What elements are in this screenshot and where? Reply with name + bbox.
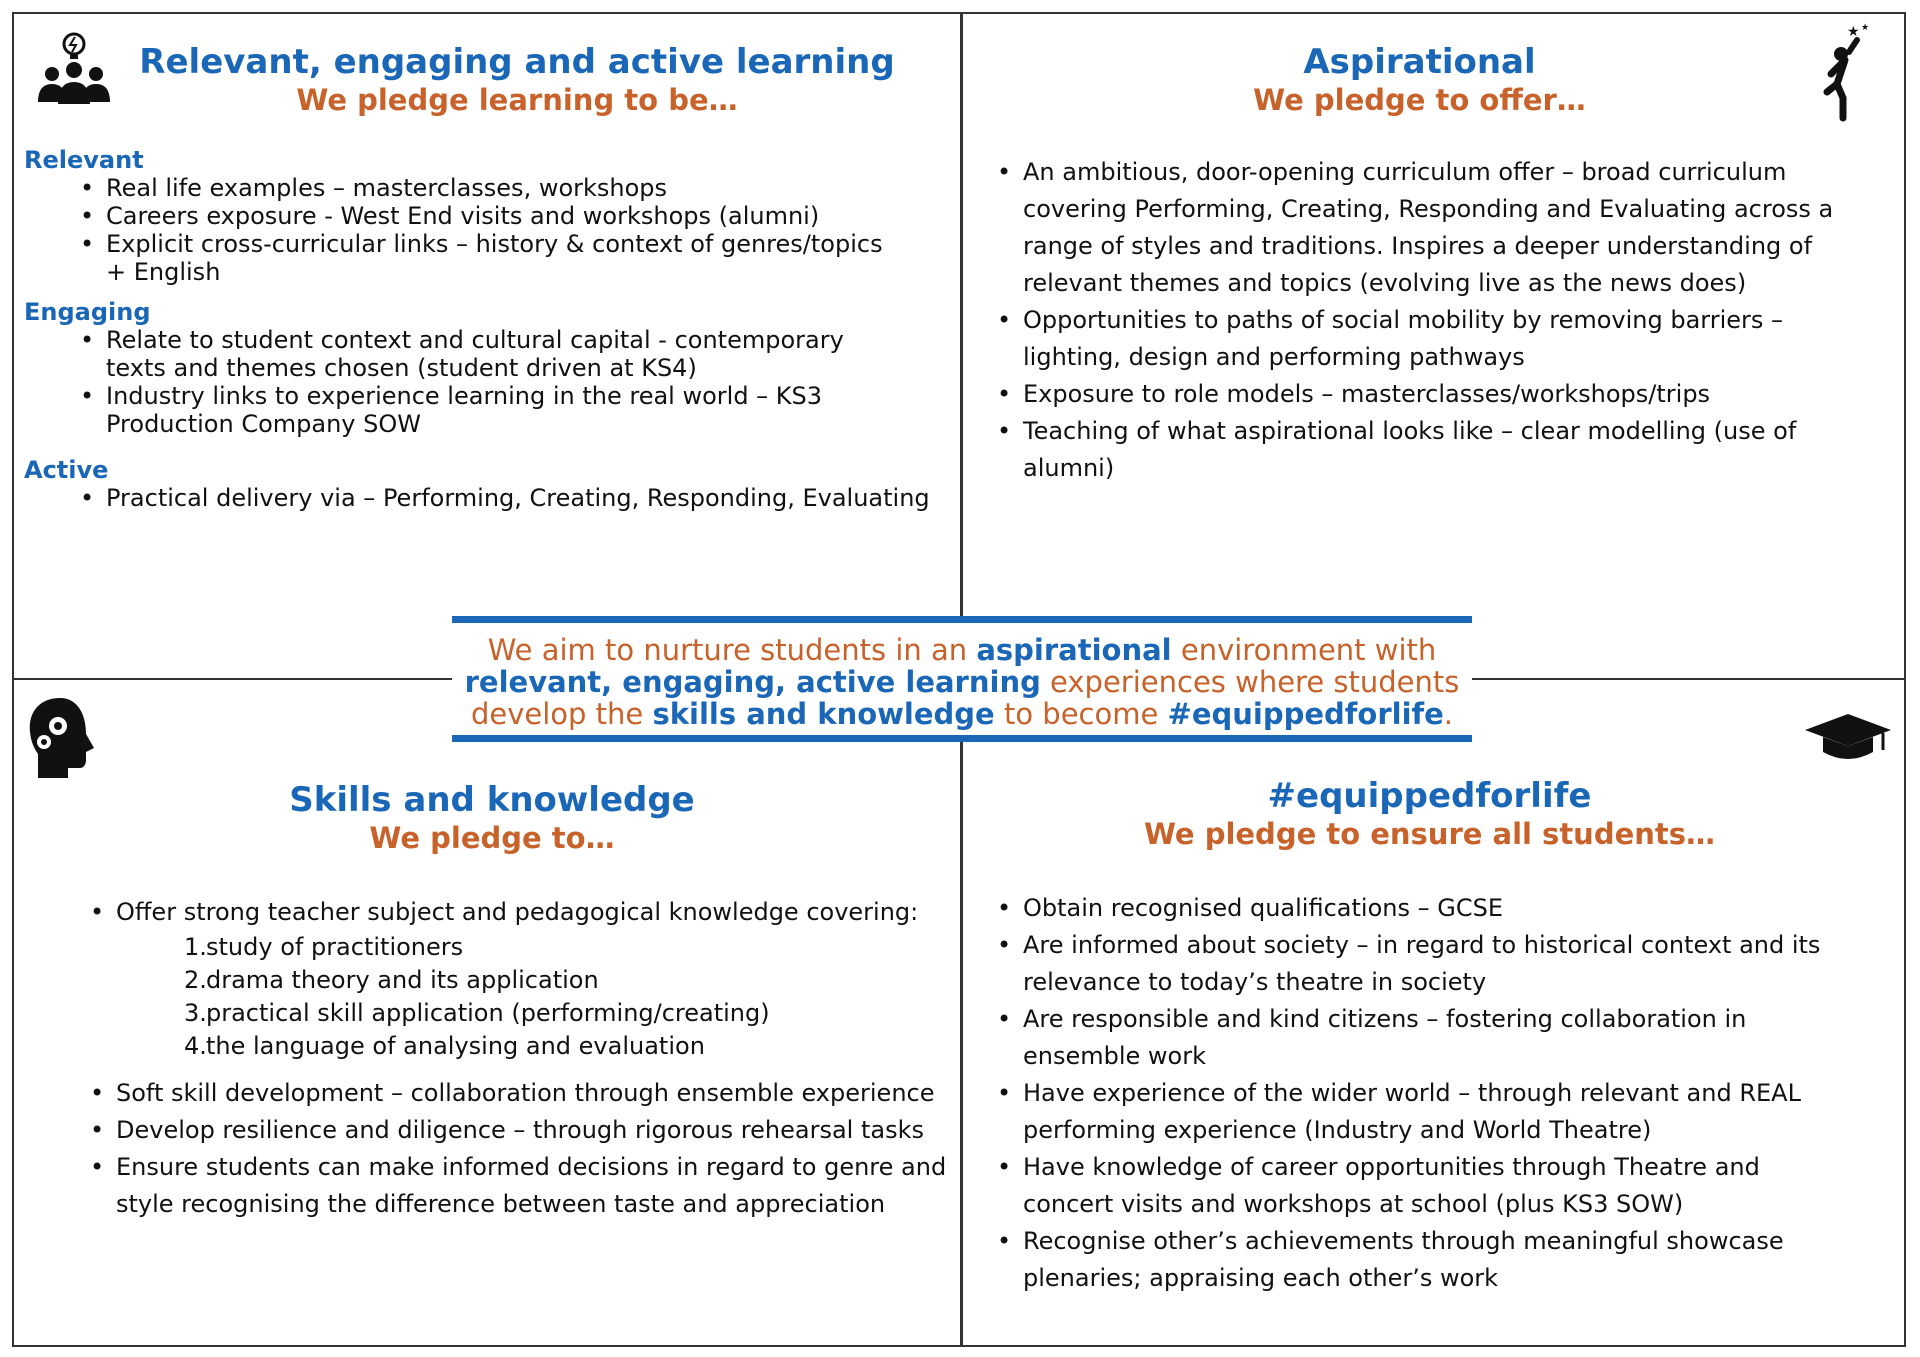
team-idea-icon xyxy=(34,32,114,108)
q4-subtitle: We pledge to ensure all students… xyxy=(1143,817,1716,851)
q1-subtitle: We pledge learning to be… xyxy=(296,83,738,117)
svg-text:★: ★ xyxy=(1847,24,1860,40)
head-gears-icon xyxy=(24,696,100,780)
mission-statement: We aim to nurture students in an aspirational environment with relevant, engaging, active learning experiences where students develop the skills and knowledge to become #equippedforlife. xyxy=(452,616,1472,742)
q2-title: Aspirational xyxy=(1303,42,1536,82)
list-item: • Recognise other’s achievements through meaningful showcase plenaries; appraising each other’s work xyxy=(1023,1223,1803,1297)
highlight-relevant-engaging-active: relevant, engaging, active learning xyxy=(464,665,1041,699)
highlight-aspirational: aspirational xyxy=(976,633,1172,667)
q3-title: Skills and knowledge xyxy=(289,780,695,820)
list-item: • An ambitious, door-opening curriculum offer – broad curriculum covering Performing, Creating, Responding and Evaluating across a range of styles and traditions. Inspires a deeper understanding of relevant themes and topics (evolving live as the news does) xyxy=(1023,154,1856,302)
list-item: • Explicit cross-curricular links – history & context of genres/topics + English xyxy=(106,230,886,286)
q3-intro: Offer strong teacher subject and pedagogical knowledge covering: xyxy=(116,898,919,926)
quadrant-skills-knowledge xyxy=(14,680,960,1223)
q2-list xyxy=(1023,154,1856,487)
q3-list xyxy=(116,894,960,1223)
list-item: • Obtain recognised qualifications – GCSE xyxy=(1023,890,1856,927)
q3-subtitle: We pledge to… xyxy=(369,821,615,855)
list-item: • Are informed about society – in regard to historical context and its relevance to today’s theatre in society xyxy=(1023,927,1856,1001)
q1-heading-relevant: Relevant xyxy=(24,146,144,174)
list-item: • Practical delivery via – Performing, Creating, Responding, Evaluating xyxy=(106,484,960,512)
list-item: • Are responsible and kind citizens – fostering collaboration in ensemble work xyxy=(1023,1001,1783,1075)
q1-list-relevant xyxy=(106,174,960,286)
q3-numbered-list xyxy=(184,931,960,1063)
reach-for-stars-icon xyxy=(1813,22,1873,122)
numbered-item: 2.drama theory and its application xyxy=(184,966,599,994)
highlight-equippedforlife: #equippedforlife xyxy=(1167,697,1444,731)
quadrant-relevant-engaging-active xyxy=(14,42,960,512)
list-item: • Industry links to experience learning in the real world – KS3 Production Company SOW xyxy=(106,382,826,438)
list-item: • Teaching of what aspirational looks like – clear modelling (use of alumni) xyxy=(1023,413,1803,487)
list-item: • Have knowledge of career opportunities through Theatre and concert visits and workshops at school (plus KS3 SOW) xyxy=(1023,1149,1783,1223)
graduation-cap-icon xyxy=(1803,710,1893,766)
q4-title: #equippedforlife xyxy=(1267,776,1592,816)
list-item: • Real life examples – masterclasses, workshops xyxy=(106,174,960,202)
numbered-item: 1.study of practitioners xyxy=(184,933,464,961)
quadrant-equippedforlife xyxy=(963,680,1906,1297)
q1-heading-active: Active xyxy=(24,456,109,484)
q1-list-engaging xyxy=(106,326,960,438)
list-item: • Soft skill development – collaboration through ensemble experience xyxy=(116,1075,960,1112)
list-item xyxy=(116,894,960,1063)
svg-text:★: ★ xyxy=(1861,23,1870,33)
list-item: • Ensure students can make informed decisions in regard to genre and style recognising the difference between taste and appreciation xyxy=(116,1149,956,1223)
q2-subtitle: We pledge to offer… xyxy=(1253,83,1586,117)
q1-heading-engaging: Engaging xyxy=(24,298,151,326)
list-item: • Develop resilience and diligence – through rigorous rehearsal tasks xyxy=(116,1112,960,1149)
list-item: • Have experience of the wider world – through relevant and REAL performing experience (Industry and World Theatre) xyxy=(1023,1075,1823,1149)
list-item: • Careers exposure - West End visits and workshops (alumni) xyxy=(106,202,960,230)
q4-list xyxy=(1023,890,1856,1297)
q1-list-active xyxy=(106,484,960,512)
list-item: • Relate to student context and cultural capital - contemporary texts and themes chosen (student driven at KS4) xyxy=(106,326,906,382)
q1-title: Relevant, engaging and active learning xyxy=(139,42,895,82)
highlight-skills-knowledge: skills and knowledge xyxy=(652,697,995,731)
numbered-item: 3.practical skill application (performing/creating) xyxy=(184,999,770,1027)
list-item: • Exposure to role models – masterclasses/workshops/trips xyxy=(1023,376,1856,413)
numbered-item: 4.the language of analysing and evaluation xyxy=(184,1032,705,1060)
list-item: • Opportunities to paths of social mobility by removing barriers – lighting, design and performing pathways xyxy=(1023,302,1856,376)
quadrant-aspirational xyxy=(963,23,1906,487)
